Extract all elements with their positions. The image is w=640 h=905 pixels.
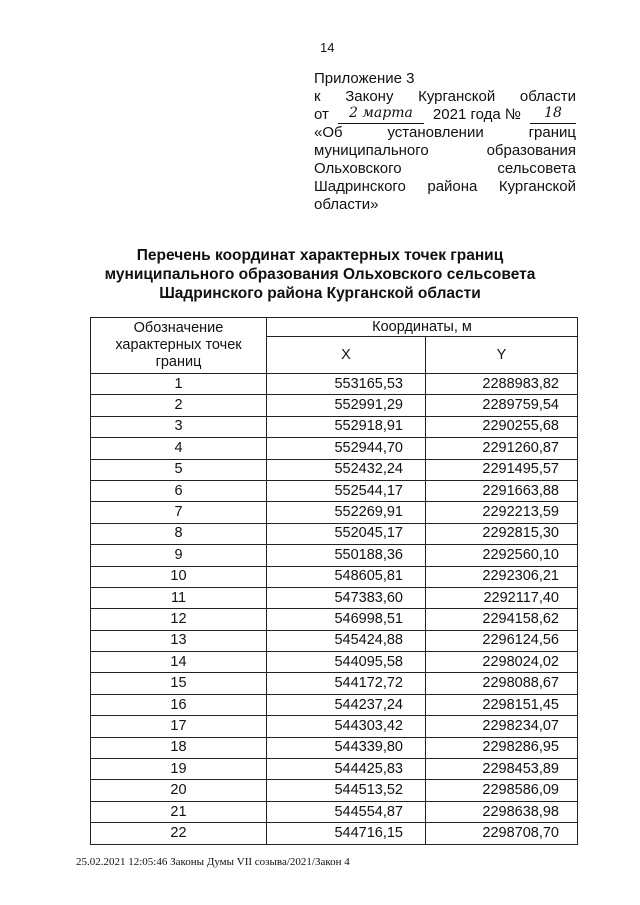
coord-x: 547383,60	[267, 587, 426, 608]
title-line-3: Шадринского района Курганской области	[159, 285, 481, 302]
table-row	[91, 502, 578, 523]
coord-x: 552432,24	[267, 459, 426, 480]
table-row	[91, 652, 578, 673]
coord-y: 2292560,10	[426, 545, 578, 566]
coord-y: 2298708,70	[426, 823, 578, 844]
table-row	[91, 480, 578, 501]
point-number: 12	[91, 609, 267, 630]
coord-y: 2288983,82	[426, 374, 578, 395]
coord-y: 2298453,89	[426, 759, 578, 780]
coord-x: 546998,51	[267, 609, 426, 630]
table-row	[91, 545, 578, 566]
coord-y: 2292306,21	[426, 566, 578, 587]
point-number: 14	[91, 652, 267, 673]
handwritten-law-number: 18	[530, 106, 576, 124]
coord-y: 2289759,54	[426, 395, 578, 416]
appendix-line-8: области»	[314, 196, 379, 213]
coord-x: 552944,70	[267, 438, 426, 459]
coord-x: 544303,42	[267, 716, 426, 737]
point-number: 5	[91, 459, 267, 480]
coord-x: 544554,87	[267, 801, 426, 822]
coord-y: 2296124,56	[426, 630, 578, 651]
point-number: 1	[91, 374, 267, 395]
coordinates-table	[90, 317, 578, 845]
page-number: 14	[320, 40, 335, 55]
table-row	[91, 780, 578, 801]
coord-x: 544172,72	[267, 673, 426, 694]
coord-y: 2298234,07	[426, 716, 578, 737]
appendix-line-5: муниципального образования	[314, 142, 576, 159]
coord-x: 552544,17	[267, 480, 426, 501]
point-number: 21	[91, 801, 267, 822]
header-x: X	[267, 337, 426, 374]
table-row	[91, 416, 578, 437]
coord-y: 2298151,45	[426, 694, 578, 715]
appendix-line-2: к Закону Курганской области	[314, 88, 576, 105]
title-line-2: муниципального образования Ольховского сельсовета	[104, 266, 536, 283]
point-number: 18	[91, 737, 267, 758]
coord-y: 2292117,40	[426, 587, 578, 608]
coord-y: 2294158,62	[426, 609, 578, 630]
point-number: 19	[91, 759, 267, 780]
point-number: 10	[91, 566, 267, 587]
appendix-line-4: «Об установлении границ	[314, 124, 576, 141]
point-number: 13	[91, 630, 267, 651]
appendix-line-7: Шадринского района Курганской	[314, 178, 576, 195]
table-row	[91, 374, 578, 395]
table-row	[91, 694, 578, 715]
coord-x: 552918,91	[267, 416, 426, 437]
coord-y: 2290255,68	[426, 416, 578, 437]
coord-x: 544095,58	[267, 652, 426, 673]
table-row	[91, 609, 578, 630]
coord-x: 544425,83	[267, 759, 426, 780]
point-number: 4	[91, 438, 267, 459]
coord-x: 552269,91	[267, 502, 426, 523]
table-row	[91, 716, 578, 737]
point-number: 8	[91, 523, 267, 544]
coord-x: 552991,29	[267, 395, 426, 416]
coord-y: 2292815,30	[426, 523, 578, 544]
point-number: 9	[91, 545, 267, 566]
coord-x: 545424,88	[267, 630, 426, 651]
point-number: 20	[91, 780, 267, 801]
table-row	[91, 395, 578, 416]
table-row	[91, 459, 578, 480]
table-row	[91, 823, 578, 844]
appendix-title: Приложение 3	[314, 70, 415, 87]
table-row	[91, 801, 578, 822]
point-number: 15	[91, 673, 267, 694]
coord-y: 2298024,02	[426, 652, 578, 673]
table-row	[91, 438, 578, 459]
coord-y: 2298286,95	[426, 737, 578, 758]
coord-x: 552045,17	[267, 523, 426, 544]
document-title	[60, 246, 580, 303]
point-number: 22	[91, 823, 267, 844]
header-y: Y	[426, 337, 578, 374]
coord-x: 550188,36	[267, 545, 426, 566]
appendix-line-6: Ольховского сельсовета	[314, 160, 576, 177]
coord-y: 2298586,09	[426, 780, 578, 801]
table-row	[91, 673, 578, 694]
coord-x: 548605,81	[267, 566, 426, 587]
point-number: 6	[91, 480, 267, 501]
footer-stamp: 25.02.2021 12:05:46 Законы Думы VII созыва/2021/Закон 4	[76, 856, 350, 868]
coord-x: 544237,24	[267, 694, 426, 715]
header-point-label: Обозначение характерных точек границ	[91, 318, 267, 374]
point-number: 11	[91, 587, 267, 608]
coord-y: 2298638,98	[426, 801, 578, 822]
title-line-1: Перечень координат характерных точек границ	[136, 247, 504, 264]
table-row	[91, 523, 578, 544]
point-number: 2	[91, 395, 267, 416]
table-row	[91, 759, 578, 780]
point-number: 17	[91, 716, 267, 737]
point-number: 7	[91, 502, 267, 523]
appendix-block	[314, 70, 576, 214]
coord-y: 2291663,88	[426, 480, 578, 501]
coord-y: 2291495,57	[426, 459, 578, 480]
table-row	[91, 737, 578, 758]
coord-y: 2291260,87	[426, 438, 578, 459]
header-coordinates: Координаты, м	[267, 318, 578, 337]
table-row	[91, 587, 578, 608]
table-row	[91, 566, 578, 587]
handwritten-date: 2 марта	[338, 106, 424, 124]
coord-y: 2298088,67	[426, 673, 578, 694]
coord-x: 544339,80	[267, 737, 426, 758]
point-number: 3	[91, 416, 267, 437]
table-row	[91, 630, 578, 651]
coord-y: 2292213,59	[426, 502, 578, 523]
appendix-date-line: от 2 марта 2021 года № 18	[314, 106, 576, 124]
coord-x: 544716,15	[267, 823, 426, 844]
coord-x: 544513,52	[267, 780, 426, 801]
point-number: 16	[91, 694, 267, 715]
coord-x: 553165,53	[267, 374, 426, 395]
